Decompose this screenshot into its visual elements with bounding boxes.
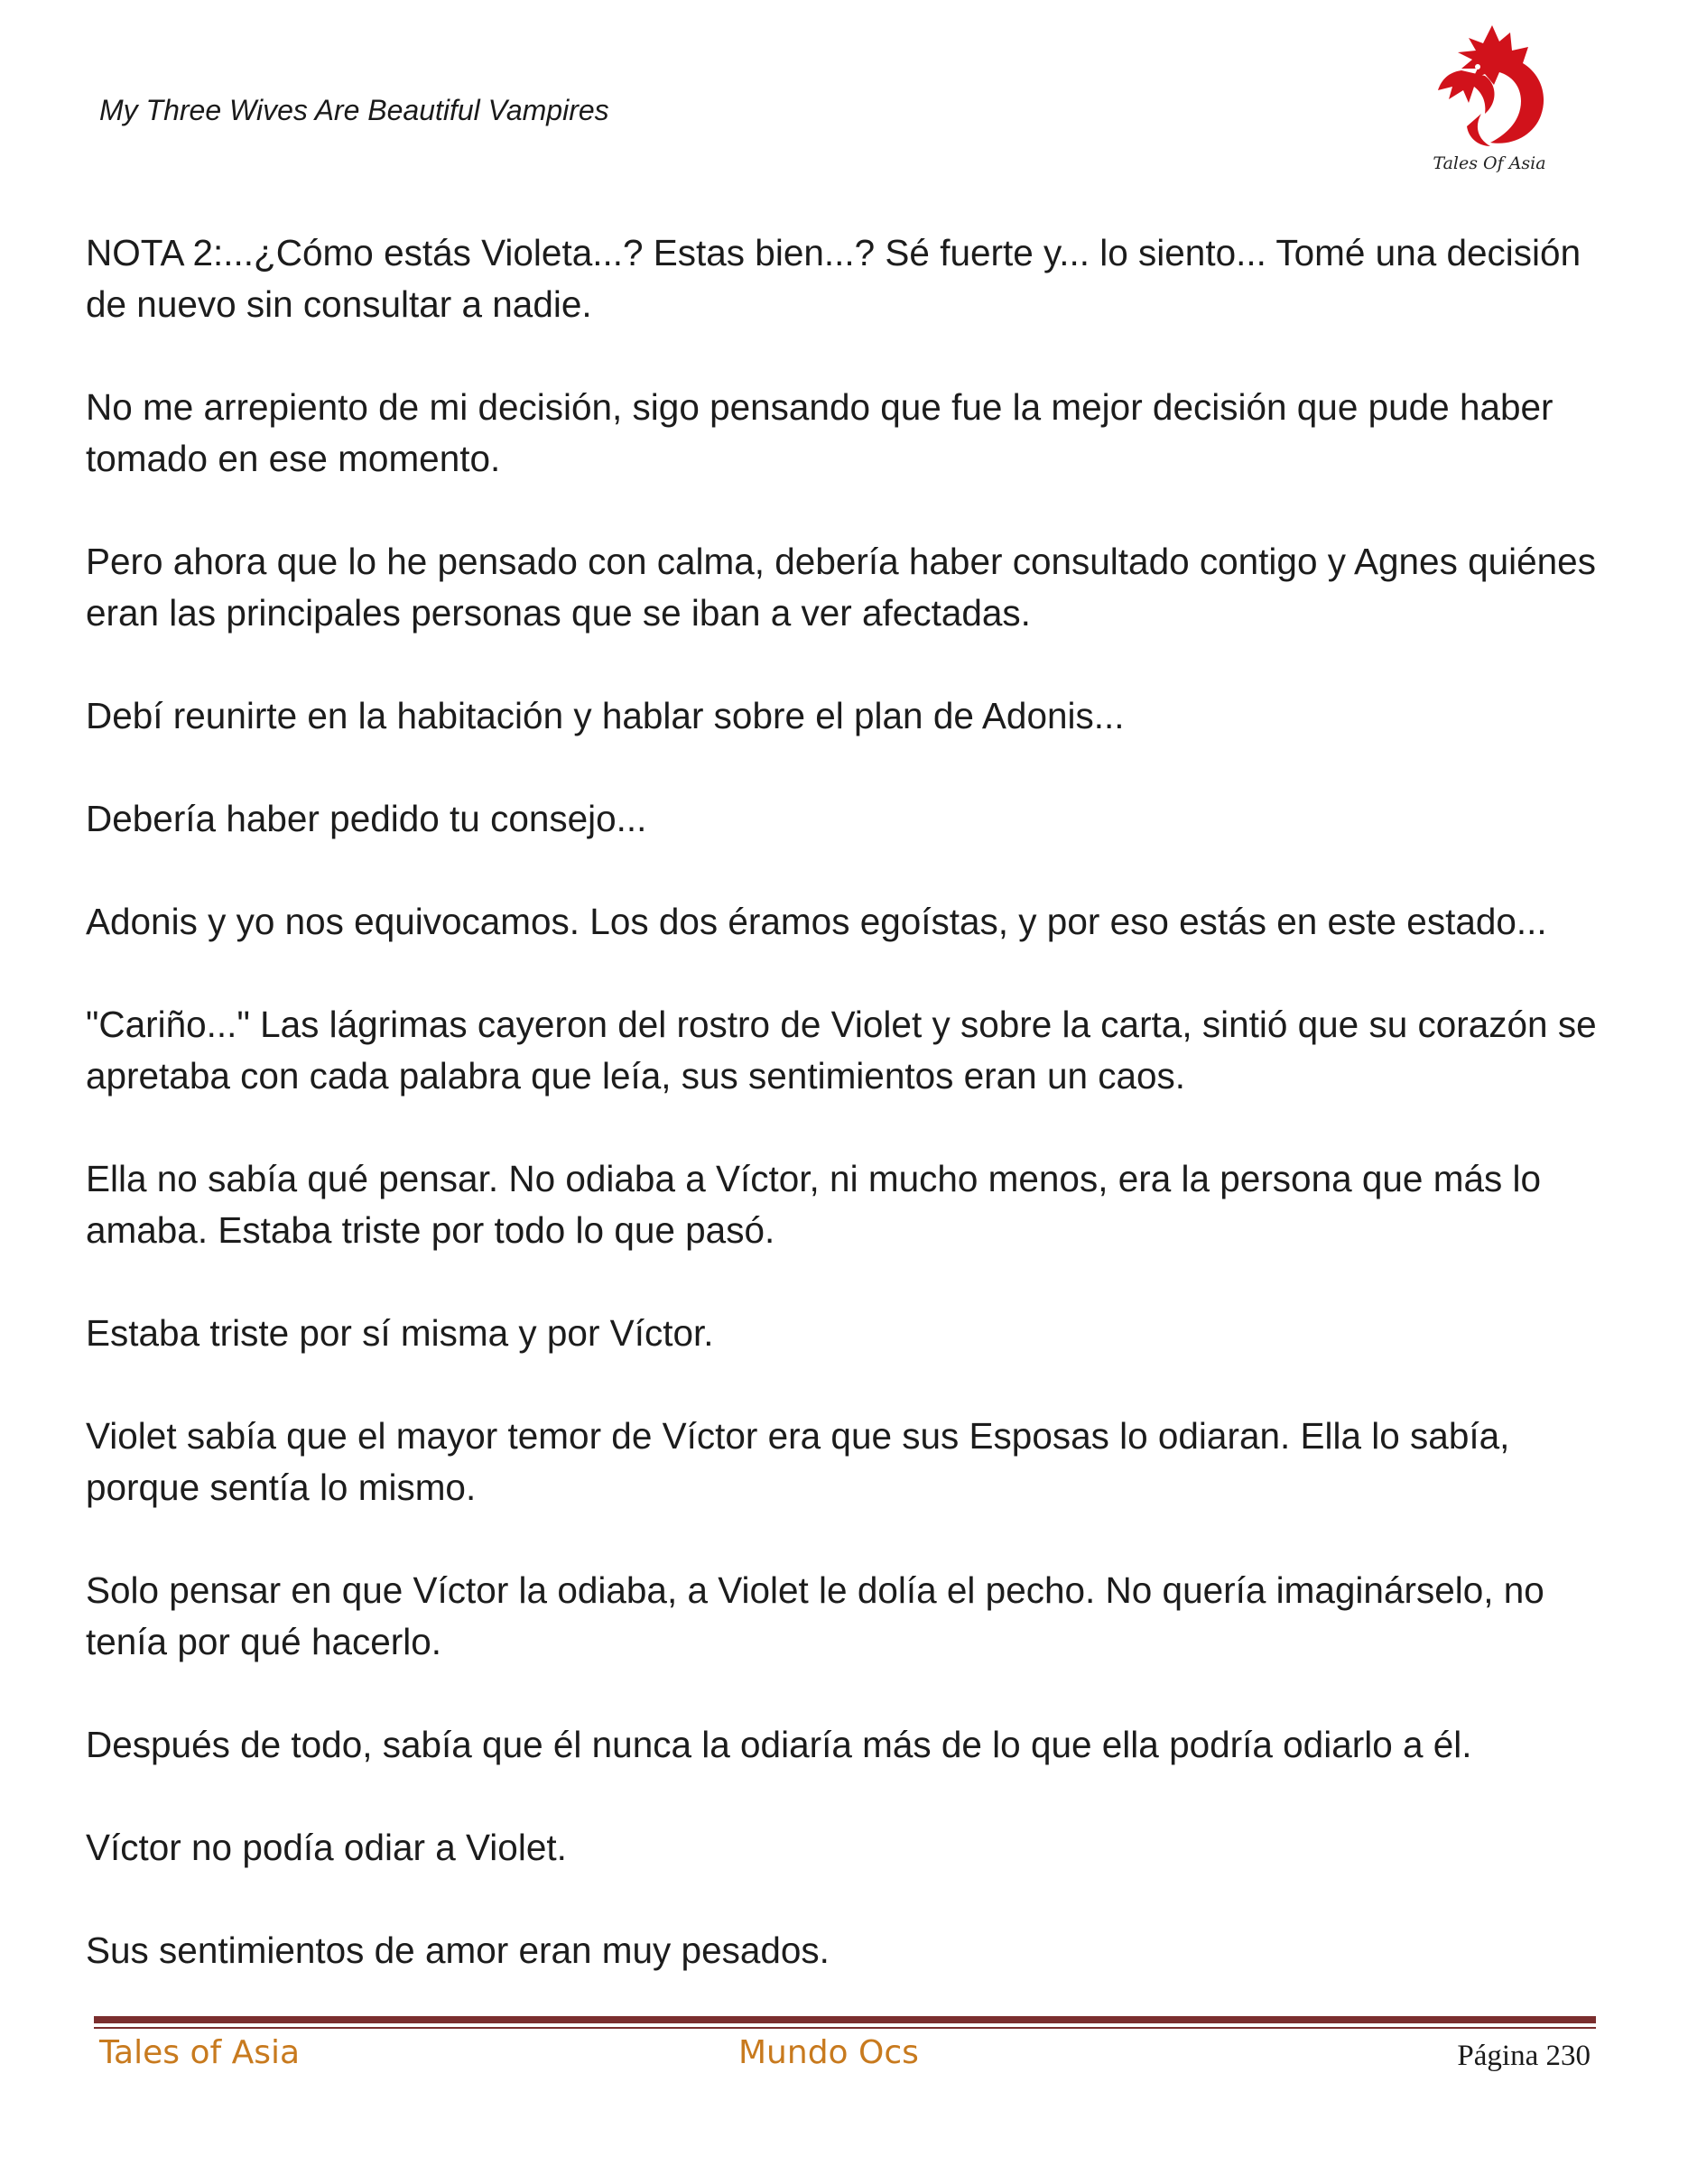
paragraph: Debí reunirte en la habitación y hablar sobre el plan de Adonis... (86, 695, 1125, 736)
paragraph: Pero ahora que lo he pensado con calma, debería haber consultado contigo y Agnes quiénes eran las principales personas que se iban a ver afectadas. (86, 541, 1596, 634)
paragraph: Víctor no podía odiar a Violet. (86, 1827, 567, 1868)
paragraph: Ella no sabía qué pensar. No odiaba a Víctor, ni mucho menos, era la persona que más lo amaba. Estaba triste por todo lo que pasó. (86, 1158, 1541, 1251)
paragraph: "Cariño..." Las lágrimas cayeron del rostro de Violet y sobre la carta, sintió que su corazón se apretaba con cada palabra que leía, sus sentimientos eran un caos. (86, 1004, 1597, 1097)
paragraph: Violet sabía que el mayor temor de Víctor era que sus Esposas lo odiaran. Ella lo sabía, porque sentía lo mismo. (86, 1415, 1510, 1508)
document-body (86, 227, 1620, 2028)
paragraph: Adonis y yo nos equivocamos. Los dos éramos egoístas, y por eso estás en este estado... (86, 901, 1547, 942)
footer-divider (94, 2016, 1596, 2023)
paragraph: NOTA 2:...¿Cómo estás Violeta...? Estas bien...? Sé fuerte y... lo siento... Tomé una decisión de nuevo sin consultar a nadie. (86, 232, 1581, 325)
red-dragon-icon (1422, 20, 1557, 155)
paragraph: No me arrepiento de mi decisión, sigo pensando que fue la mejor decisión que pude haber tomado en ese momento. (86, 386, 1554, 479)
paragraph: Después de todo, sabía que él nunca la odiaría más de lo que ella podría odiarlo a él. (86, 1724, 1472, 1765)
footer-section-name: Mundo Ocs (738, 2034, 919, 2071)
footer-divider-thin (94, 2027, 1596, 2029)
footer-site-name: Tales of Asia (99, 2034, 301, 2071)
tales-of-asia-logo (1422, 20, 1557, 182)
paragraph: Debería haber pedido tu consejo... (86, 798, 647, 839)
paragraph: Solo pensar en que Víctor la odiaba, a Violet le dolía el pecho. No quería imaginárselo, no tenía por qué hacerlo. (86, 1569, 1544, 1662)
document-header-title: My Three Wives Are Beautiful Vampires (99, 94, 609, 126)
logo-text: Tales Of Asia (1433, 153, 1546, 173)
page-number: Página 230 (1457, 2040, 1591, 2072)
paragraph: Estaba triste por sí misma y por Víctor. (86, 1312, 714, 1354)
paragraph: Sus sentimientos de amor eran muy pesados. (86, 1930, 830, 1971)
